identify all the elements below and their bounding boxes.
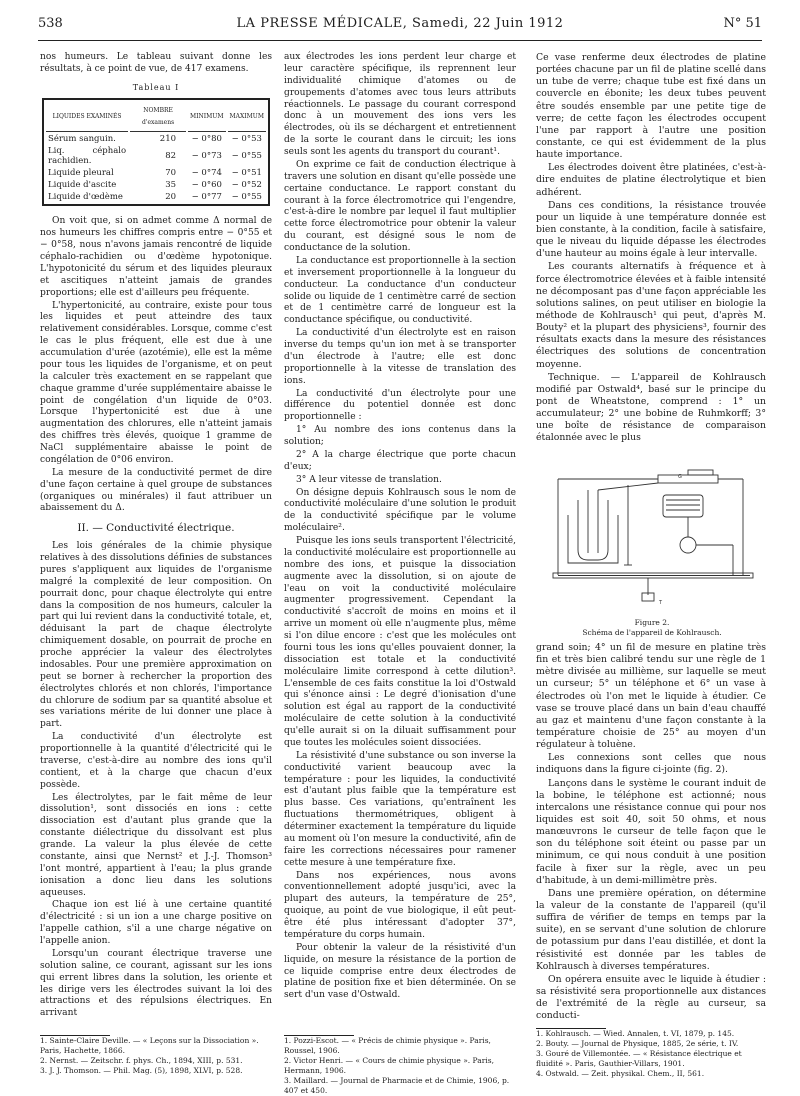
- paragraph: On désigne depuis Kohlrausch sous le nom de conductivité moléculaire d'une solution le produit de la conductivité spécifique par le volume moléculaire².: [284, 487, 516, 534]
- paragraph: On exprime ce fait de conduction électrique à travers une solution en disant qu'elle possède une certaine conductance. Le rapport constant du courant à la force électromotrice qui l'engendre, c'est-à-dire le nombre par lequel il faut multiplier cette force électromotrice pour obtenir la valeur du courant, est désigné sous le nom de conductance de la solution.: [284, 159, 516, 253]
- paragraph: nos humeurs. Le tableau suivant donne les résultats, à ce point de vue, de 417 examens.: [40, 52, 272, 74]
- table-row: [46, 192, 266, 202]
- paragraph: Lorsqu'un courant électrique traverse une solution saline, ce courant, agissant sur les ions qui errent libres dans la solution, les oriente et les dirige vers les électrodes suivant la loi des attractions et des répulsions électriques. En arrivant: [40, 948, 272, 1019]
- table-header-cell: LIQUIDES EXAMINÉS: [46, 102, 128, 133]
- paragraph: Chaque ion est lié à une certaine quantité d'électricité : si un ion a une charge positive on l'appelle cathion, s'il a une charge négative on l'appelle anion.: [40, 900, 272, 946]
- paragraph: grand soin; 4° un fil de mesure en platine très fin et très bien calibré tendu sur une règle de 1 mètre divisée au millième, sur laquelle se meut un curseur; 5° un téléphone et 6° un vase à électrodes où l'on met le liquide à étudier. Ce vase se trouve placé dans un bain d'eau chauffé au gaz et maintenu d'une façon constante à la température choisie de 25° au moyen d'un régulateur à toluène.: [536, 642, 766, 751]
- footnote: 3. Gouré de Villemontée. — « Résistance électrique et fluidité ». Paris, Gauthier-Villars, 1901.: [536, 1049, 742, 1068]
- figure-caption-block: [538, 618, 766, 638]
- table-caption: Tableau I: [132, 82, 180, 92]
- paragraph: Lançons dans le système le courant induit de la bobine, le téléphone est actionné; nous intercalons une résistance connue qui pour nos liquides est soit 40, soit 50 ohms, et nous manœuvrons le curseur de telle façon que le son du téléphone soit éteint ou passe par un minimum, ce qui nous conduit à une position facile à fixer sur la règle, avec un peu d'habitude, à un demi-millimètre près.: [536, 777, 766, 886]
- footnotes-column-1: [40, 1035, 272, 1076]
- paragraph: Les connexions sont celles que nous indiquons dans la figure ci-jointe (fig. 2).: [536, 752, 766, 776]
- induction-coil: [663, 495, 703, 517]
- paragraph: Les courants alternatifs à fréquence et à force électromotrice élevées et à faible intensité ne décomposant pas d'une façon appréciable les solutions salines, on peut utiliser en biologie la méthode de Kohlrausch¹ qui peut, d'après M. Bouty² et la plupart des physiciens³, fournir des résultats exacts dans la mesure des résistances électriques des solutions de concentration moyenne.: [536, 261, 766, 370]
- footnote: 1. Pozzi-Escot. — « Précis de chimie physique ». Paris, Roussel, 1906.: [284, 1036, 491, 1055]
- paragraph: La conductance est proportionnelle à la section et inversement proportionnelle à la longueur du conducteur. La conductance d'un conducteur solide ou liquide de 1 centimètre carré de section et de 1 centimètre carré de longueur est la conductance spécifique, ou conductivité.: [284, 255, 516, 326]
- paragraph: Les lois générales de la chimie physique relatives à des dissolutions définies de substances pures s'appliquent aux liquides de l'organisme malgré la complexité de leur composition. On pourrait donc, pour chaque électrolyte qui entre dans la composition de nos humeurs, calculer la part qui lui revient dans la conductivité totale, et, déduisant la part de chaque électrolyte chimiquement dosable, on pourrait de proche en proche apprécier la valeur des électrolytes indosables. Pour une première approximation on peut se borner à rechercher la proportion des électrolytes chlorés et non chlorés, l'importance du chlorure de sodium par sa quantité absolue et ses variations mérite de lui donner une place à part.: [40, 541, 272, 730]
- table-cell: Liquide pleural: [48, 168, 114, 179]
- table-cell: − 0°73: [191, 151, 222, 162]
- table-cell: − 0°80: [191, 134, 222, 145]
- paragraph: L'hypertonicité, au contraire, existe pour tous les liquides et peut atteindre des taux relativement considérables. Lorsque, comme c'est le cas le plus fréquent, elle est due à une accumulation d'urée (azotémie), elle est la même pour tous les liquides de l'organisme, et on peut la calculer très exactement en se rappelant que chaque gramme d'urée supplémentaire abaisse le point de congélation d'un liquide de 0°03. Lorsque l'hypertonicité est due à une augmentation des chlorures, elle n'atteint jamais des chiffres très élevés, quoique 1 gramme de NaCl supplémentaire abaisse le point de congélation de 0°06 environ.: [40, 300, 272, 465]
- table-cell: − 0°55: [231, 151, 262, 162]
- footnote: 1. Sainte-Claire Deville. — « Leçons sur la Dissociation ». Paris, Hachette, 1866.: [40, 1036, 259, 1055]
- issue-number: N° 51: [723, 16, 762, 31]
- paragraph: La conductivité d'un électrolyte est en raison inverse du temps qu'un ion met à se transporter d'un électrode à l'autre; elle est donc proportionnelle à la vitesse de translation des ions.: [284, 328, 516, 386]
- column-2: [284, 52, 516, 1003]
- kohlrausch-apparatus-figure: [538, 455, 766, 615]
- table-cell: 82: [165, 151, 177, 162]
- table-cell: − 0°53: [231, 134, 262, 145]
- table-cell: Liq. céphalo rachidien.: [48, 146, 127, 167]
- table-cell: − 0°60: [191, 180, 222, 191]
- paragraph: La résistivité d'une substance ou son inverse la conductivité varient beaucoup avec la température : pour les liquides, la conductivité est d'autant plus faible que la température est plus basse. Ces variations, qu'entraînent les fluctuations thermométriques, obligent à déterminer exactement la température du liquide au moment où l'on mesure la conductivité, afin de faire les corrections nécessaires pour ramener cette mesure à une température fixe.: [284, 750, 516, 868]
- footnote: 3. Maillard. — Journal de Pharmacie et de Chimie, 1906, p. 407 et 450.: [284, 1076, 510, 1095]
- footnote: 4. Ostwald. — Zeit. physikal. Chem., II, 561.: [536, 1069, 705, 1078]
- table-header-cell: NOMBRE d'examens: [130, 102, 186, 133]
- column-1: [40, 52, 272, 1021]
- table-row: [46, 168, 266, 178]
- data-table: [42, 98, 270, 207]
- paragraph: La conductivité d'un électrolyte pour une différence du potentiel donnée est donc proportionnelle :: [284, 388, 516, 423]
- paragraph: Les électrodes doivent être platinées, c'est-à-dire enduites de platine électrolytique et bien adhérent.: [536, 162, 766, 198]
- section-title: II. — Conductivité électrique.: [77, 522, 235, 535]
- table-cell: Sérum sanguin.: [48, 134, 116, 145]
- table-cell: − 0°77: [191, 192, 222, 203]
- footnote: 2. Nernst. — Zeitschr. f. phys. Ch., 1894, XIII, p. 531.: [40, 1056, 243, 1065]
- footnotes-column-3: [536, 1028, 766, 1079]
- paragraph: La conductivité d'un électrolyte est proportionnelle à la quantité d'électricité qui le traverse, c'est-à-dire au nombre des ions qu'il contient, et à la charge que chacun d'eux possède.: [40, 732, 272, 790]
- paragraph: Dans nos expériences, nous avons conventionnellement adopté jusqu'ici, avec la plupart des auteurs, la température de 25°, quoique, au point de vue biologique, il eût peut-être été plus intéressant d'adopter 37°, température du corps humain.: [284, 870, 516, 940]
- table-cell: 210: [159, 134, 177, 145]
- figure-title: Figure 2.: [634, 618, 670, 627]
- table-cell: − 0°51: [231, 168, 262, 179]
- paragraph: Dans une première opération, on détermine la valeur de la constante de l'appareil (qu'il suffira de vérifier de temps en temps par la suite), en se servant d'une solution de chlorure de potassium pur dans l'eau distillée, et dont la résistivité est donnée par les tables de Kohlrausch à diverses températures.: [536, 887, 766, 972]
- paragraph: Technique. — L'appareil de Kohlrausch modifié par Ostwald⁴, basé sur le principe du pont de Wheatstone, comprend : 1° un accumulateur; 2° une bobine de Ruhmkorff; 3° une boîte de résistance de comparaison étalonnée avec le plus: [536, 371, 766, 444]
- figure-caption: Schéma de l'appareil de Kohlrausch.: [582, 628, 722, 637]
- list-item: 1° Au nombre des ions contenus dans la solution;: [284, 425, 516, 447]
- footnotes-column-2: [284, 1035, 516, 1096]
- table-header-cell: MAXIMUM: [228, 102, 266, 133]
- table-cell: Liquide d'œdème: [48, 192, 123, 203]
- table-row: [46, 134, 266, 144]
- footnote: 3. J. J. Thomson. — Phil. Mag. (5), 1898, XLVI, p. 528.: [40, 1066, 243, 1075]
- footnote: 2. Victor Henri. — « Cours de chimie physique ». Paris, Hermann, 1906.: [284, 1056, 494, 1075]
- table-cell: 20: [165, 192, 177, 203]
- figure-label-g: G: [678, 474, 682, 480]
- figure-label-t: T: [659, 600, 663, 606]
- table-cell: 35: [165, 180, 177, 191]
- paragraph: On voit que, si on admet comme Δ normal de nos humeurs les chiffres compris entre − 0°55 et − 0°58, nous n'avons jamais rencontré de liquide céphalo-rachidien ou d'œdème hypotonique. L'hypotonicité du sérum et des liquides pleuraux et ascitiques n'atteint jamais de grandes proportions; elle est d'ailleurs peu fréquente.: [40, 216, 272, 298]
- resistance-plugs: [688, 470, 713, 475]
- table-header-cell: MINIMUM: [188, 102, 225, 133]
- journal-title: LA PRESSE MÉDICALE, Samedi, 22 Juin 1912: [236, 16, 564, 31]
- column-3: [536, 52, 766, 446]
- footnote: 1. Kohlrausch. — Wied. Annalen, t. VI, 1879, p. 145.: [536, 1029, 735, 1038]
- table-cell: − 0°55: [231, 192, 262, 203]
- table-cell: − 0°74: [191, 168, 222, 179]
- paragraph: Les électrolytes, par le fait même de leur dissolution¹, sont dissociés en ions : cette dissociation est d'autant plus grande que la constante diélectrique du dissolvant est plus grande. La valeur la plus élevée de cette constante, ainsi que Nernst² et J.-J. Thomson³ l'ont montré, appartient à l'eau; la plus grande ionisation a donc lieu dans les solutions aqueuses.: [40, 792, 272, 898]
- page-header: [38, 16, 762, 38]
- paragraph: Pour obtenir la valeur de la résistivité d'un liquide, on mesure la résistance de la portion de ce liquide comprise entre deux électrodes de platine de position fixe et bien déterminée. On se sert d'un vase d'Ostwald.: [284, 942, 516, 1001]
- footnote: 2. Bouty. — Journal de Physique, 1885, 2e série, t. IV.: [536, 1039, 739, 1048]
- table-row: [46, 180, 266, 190]
- paragraph: aux électrodes les ions perdent leur charge et leur caractère spécifique, ils reprennent leur individualité chimique d'atomes ou de groupements d'atomes avec tous leurs attributs réactionnels. Le passage du courant correspond donc à un mouvement des ions vers les électrodes, où ils se déchargent et entretiennent de la sorte le courant dans le circuit; les ions seuls sont les agents du transport du courant¹.: [284, 52, 516, 157]
- table-cell: 70: [165, 168, 177, 179]
- table-header-row: [46, 102, 266, 133]
- paragraph: La mesure de la conductivité permet de dire d'une façon certaine à quel groupe de substances (organiques ou minérales) il faut attribuer un abaissement du Δ.: [40, 467, 272, 514]
- page-number: 538: [38, 16, 63, 31]
- paragraph: On opérera ensuite avec le liquide à étudier : sa résistivité sera proportionnelle aux distances de l'extrémité de la règle au curseur, sa conducti-: [536, 973, 766, 1022]
- paragraph: Ce vase renferme deux électrodes de platine portées chacune par un fil de platine scellé dans un tube de verre; chaque tube est fixé dans un couvercle en ébonite; les deux tubes peuvent être soudés ensemble par une petite tige de verre; de cette façon les électrodes occupent l'une par rapport à l'autre une position constante, ce qui est évidemment de la plus haute importance.: [536, 52, 766, 161]
- table-row: [46, 146, 266, 166]
- water-bath: [568, 515, 618, 563]
- resistance-box: [658, 475, 718, 483]
- electrode-vessel: [578, 500, 608, 560]
- column-3-continued: [536, 642, 766, 1023]
- accumulator: [680, 537, 696, 553]
- table-cell: Liquide d'ascite: [48, 180, 117, 191]
- paragraph: Puisque les ions seuls transportent l'électricité, la conductivité moléculaire est proportionnelle au nombre des ions, et puisque la dissociation augmente avec la dissolution, si on ajoute de l'eau on voit la conductivité moléculaire augmenter progressivement. Cependant la conductivité s'accroît de moins en moins et il arrive un moment où elle n'augmente plus, même si l'on dilue encore : c'est que les molécules ont fourni tous les ions qu'elles pouvaient donner, la dissociation est totale et la conductivité moléculaire limite correspond à cette dilution³. L'ensemble de ces faits constitue la loi d'Ostwald qui s'énonce ainsi : Le degré d'ionisation d'une solution est égal au rapport de la conductivité moléculaire de cette solution à la conductivité qu'elle aurait si on la diluait suffisamment pour que toutes les molécules soient dissociées.: [284, 536, 516, 748]
- list-item: 2° A la charge électrique que porte chacun d'eux;: [284, 449, 516, 472]
- table-cell: − 0°52: [231, 180, 262, 191]
- header-rule: [38, 40, 762, 41]
- paragraph: Dans ces conditions, la résistance trouvée pour un liquide à une température donnée est bien constante, à la condition, facile à satisfaire, que le niveau du liquide dépasse les électrodes d'une hauteur au moins égale à leur intervalle.: [536, 199, 766, 260]
- list-item: 3° A leur vitesse de translation.: [296, 474, 442, 485]
